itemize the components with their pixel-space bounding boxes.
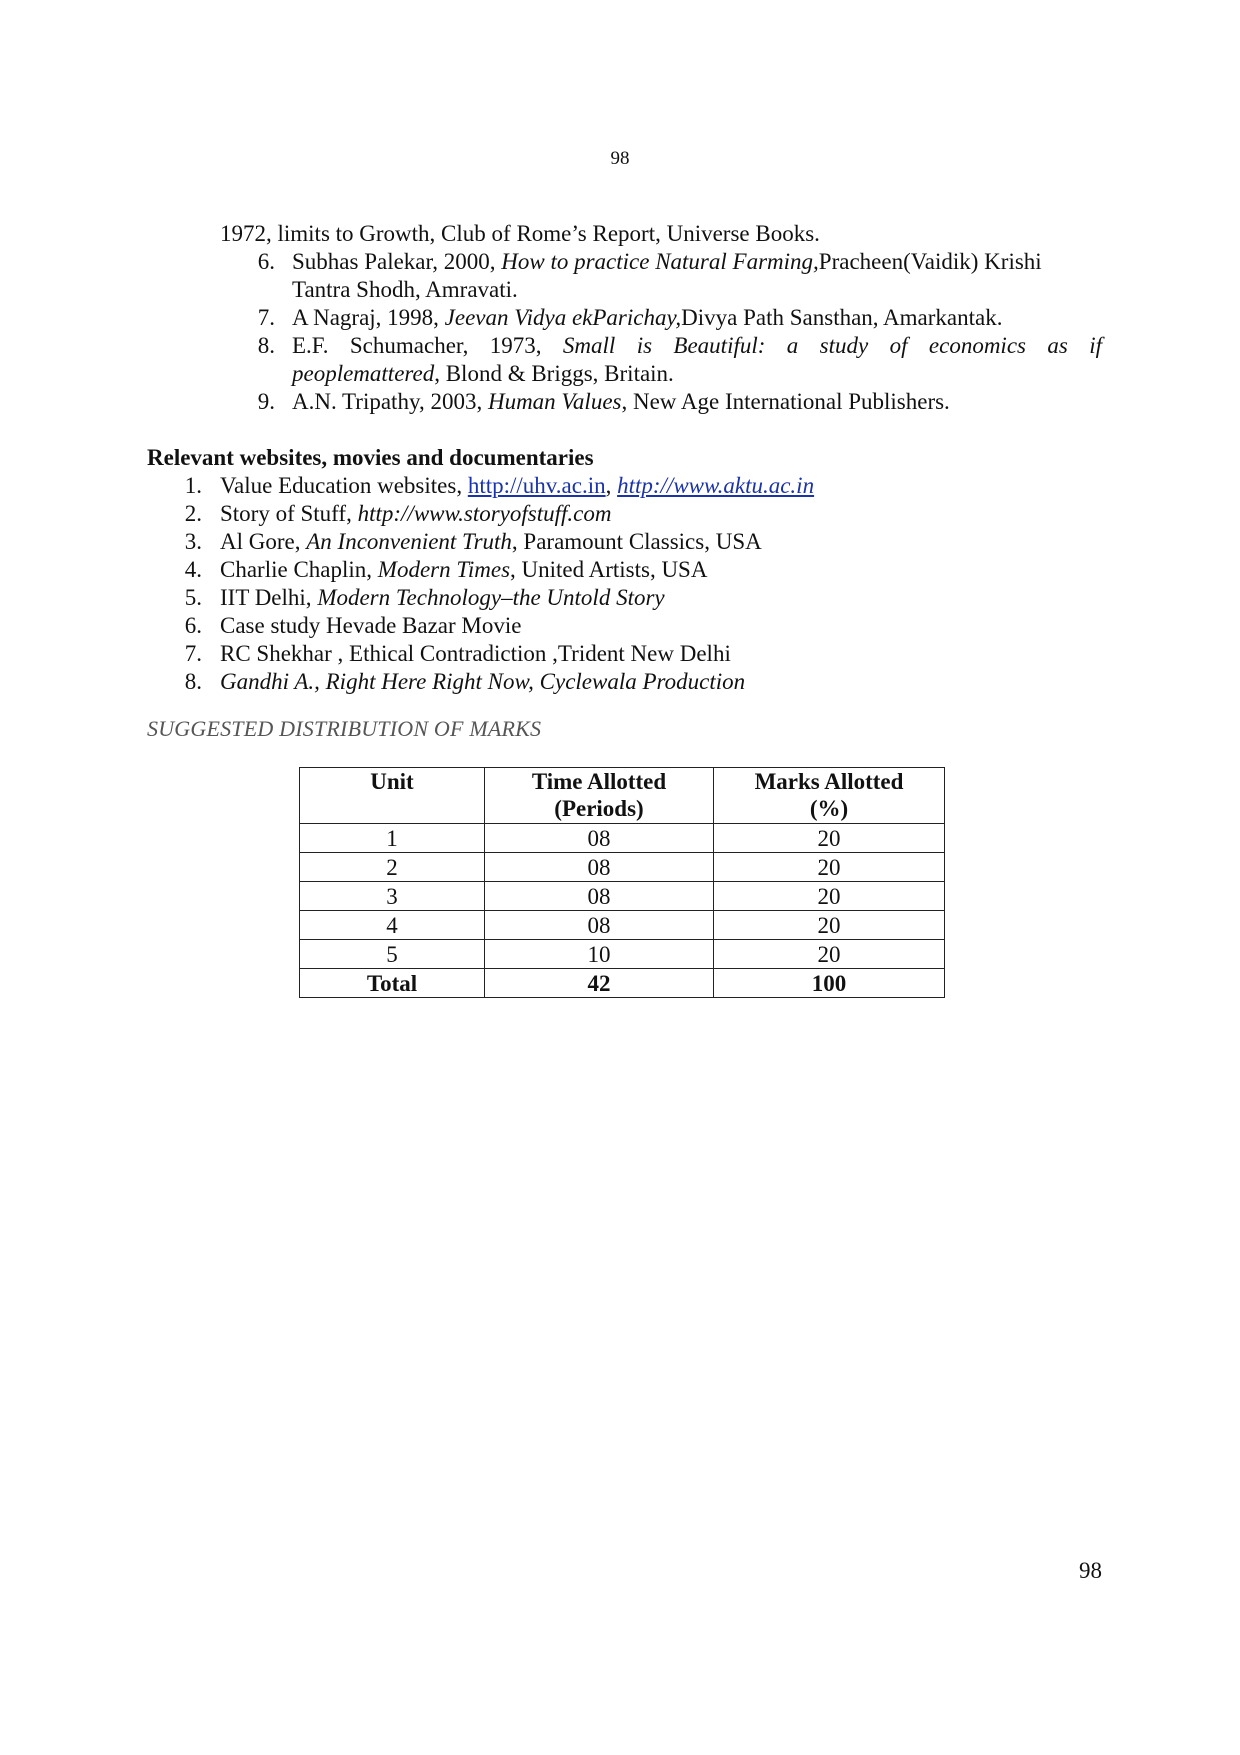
ref-item-6-cont: Tantra Shodh, Amravati. (292, 277, 518, 302)
websites-heading: Relevant websites, movies and documentaries (147, 445, 594, 470)
ref-item-8-cont: peoplemattered, Blond & Briggs, Britain. (292, 361, 674, 386)
ref-continued-line: 1972, limits to Growth, Club of Rome’s Report, Universe Books. (220, 221, 820, 246)
website-item-8: Gandhi A., Right Here Right Now, Cyclewala Production (220, 669, 746, 694)
time-cell: 08 (485, 911, 714, 940)
list-number: 6. (184, 613, 202, 638)
marks-table (299, 767, 945, 998)
marks-cell: 20 (714, 911, 945, 940)
marks-cell: 20 (714, 882, 945, 911)
website-item-4: Charlie Chaplin, Modern Times, United Artists, USA (220, 557, 708, 582)
table-total-row (300, 969, 945, 998)
marks-distribution-title: SUGGESTED DISTRIBUTION OF MARKS (147, 716, 542, 741)
website-item-7: RC Shekhar , Ethical Contradiction ,Trident New Delhi (220, 641, 731, 666)
website-item-6: Case study Hevade Bazar Movie (220, 613, 522, 638)
table-row (300, 824, 945, 853)
list-number: 5. (184, 585, 202, 610)
page-number-top: 98 (610, 148, 630, 169)
unit-cell: 2 (300, 853, 485, 882)
ref-number: 9. (257, 389, 275, 414)
list-number: 3. (184, 529, 202, 554)
time-cell: 08 (485, 882, 714, 911)
unit-cell: 1 (300, 824, 485, 853)
marks-cell: 20 (714, 940, 945, 969)
list-number: 8. (184, 669, 202, 694)
website-item-3: Al Gore, An Inconvenient Truth, Paramount Classics, USA (220, 529, 762, 554)
table-row (300, 853, 945, 882)
total-marks-cell: 100 (714, 969, 945, 998)
table-row (300, 911, 945, 940)
marks-cell: 20 (714, 853, 945, 882)
total-label-cell: Total (300, 969, 485, 998)
total-time-cell: 42 (485, 969, 714, 998)
unit-cell: 3 (300, 882, 485, 911)
ref-number: 6. (257, 249, 275, 274)
uhv-link[interactable]: http://uhv.ac.in (467, 473, 606, 498)
time-cell: 10 (485, 940, 714, 969)
unit-cell: 4 (300, 911, 485, 940)
website-item-2: Story of Stuff, http://www.storyofstuff.com (220, 501, 612, 526)
list-number: 4. (184, 557, 202, 582)
ref-item-8: E.F. Schumacher, 1973, Small is Beautiful: a study of economics as if (292, 333, 1102, 358)
page-number-bottom: 98 (1079, 1558, 1102, 1583)
header-time-allotted: Time Allotted (Periods) (485, 768, 714, 824)
ref-number: 8. (257, 333, 275, 358)
unit-cell: 5 (300, 940, 485, 969)
list-number: 2. (184, 501, 202, 526)
website-item-1: Value Education websites, http://uhv.ac.in, http://www.aktu.ac.in (220, 473, 815, 498)
marks-cell: 20 (714, 824, 945, 853)
table-row (300, 940, 945, 969)
table-row (300, 882, 945, 911)
website-item-5: IIT Delhi, Modern Technology–the Untold Story (220, 585, 665, 610)
table-header-row (300, 768, 945, 824)
header-marks-allotted: Marks Allotted (%) (714, 768, 945, 824)
header-unit: Unit (300, 768, 485, 824)
list-number: 1. (184, 473, 202, 498)
ref-item-7: A Nagraj, 1998, Jeevan Vidya ekParichay,Divya Path Sansthan, Amarkantak. (292, 305, 1003, 330)
list-number: 7. (184, 641, 202, 666)
time-cell: 08 (485, 853, 714, 882)
time-cell: 08 (485, 824, 714, 853)
ref-item-6: Subhas Palekar, 2000, How to practice Natural Farming,Pracheen(Vaidik) Krishi (292, 249, 1042, 274)
ref-item-9: A.N. Tripathy, 2003, Human Values, New Age International Publishers. (292, 389, 950, 414)
aktu-link[interactable]: http://www.aktu.ac.in (617, 473, 815, 498)
ref-number: 7. (257, 305, 275, 330)
